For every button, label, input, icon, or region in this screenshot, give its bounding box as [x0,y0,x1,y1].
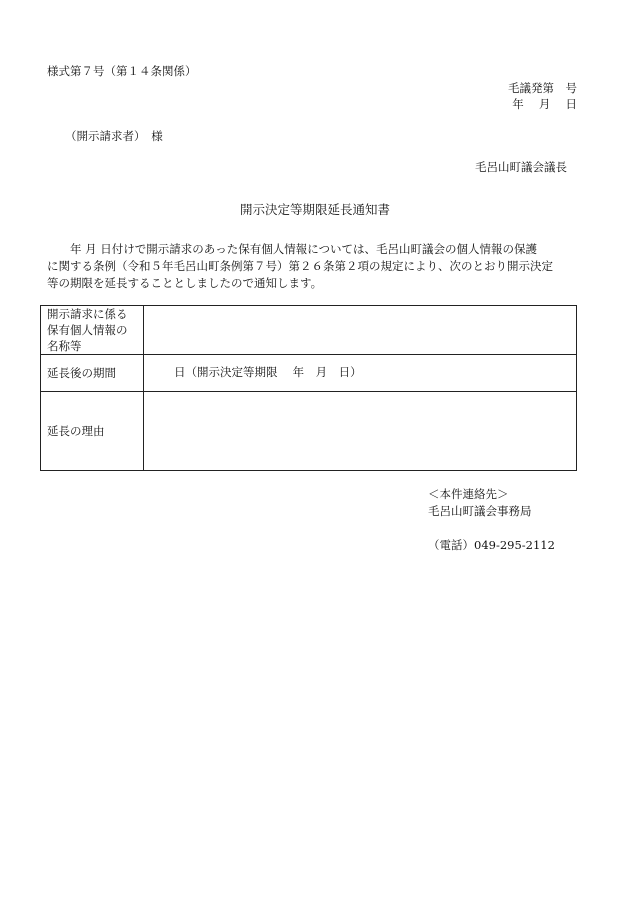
label-line: 保有個人情報の [47,323,128,337]
form-number: 様式第７号（第１４条関係） [47,64,197,78]
recipient: （開示請求者） 様 [65,129,163,143]
label-line: 開示請求に係る [47,307,128,321]
body-line: 年 月 日付けで開示請求のあった保有個人情報については、毛呂山町議会の個人情報の保護 [47,242,537,256]
extension-period-label: 延長後の期間 [41,355,144,392]
document-title: 開示決定等期限延長通知書 [239,202,390,217]
requested-info-value [144,306,577,355]
table-row-requested-info [41,306,577,355]
contact-phone: （電話）049-295-2112 [428,538,555,552]
extension-reason-label: 延長の理由 [41,392,144,471]
sender: 毛呂山町議会議長 [475,160,567,174]
contact-office: 毛呂山町議会事務局 [428,504,532,518]
label-line: 名称等 [47,339,82,353]
extension-reason-value [144,392,577,471]
body-line: 等の期限を延長することとしましたので通知します。 [47,276,323,290]
extension-period-value: 日（開示決定等期限 年 月 日） [144,355,577,392]
table-row-extension-period [41,355,577,392]
body-paragraph [47,241,580,292]
requested-info-label [41,306,144,355]
contact-heading: ＜本件連絡先＞ [428,487,509,501]
document-date: 年 月 日 [512,97,577,111]
body-line: に関する条例（令和５年毛呂山町条例第７号）第２６条第２項の規定により、次のとおり開示決定 [47,259,553,273]
table-row-extension-reason [41,392,577,471]
document-number: 毛議発第 号 [508,81,577,95]
information-table [40,305,577,471]
